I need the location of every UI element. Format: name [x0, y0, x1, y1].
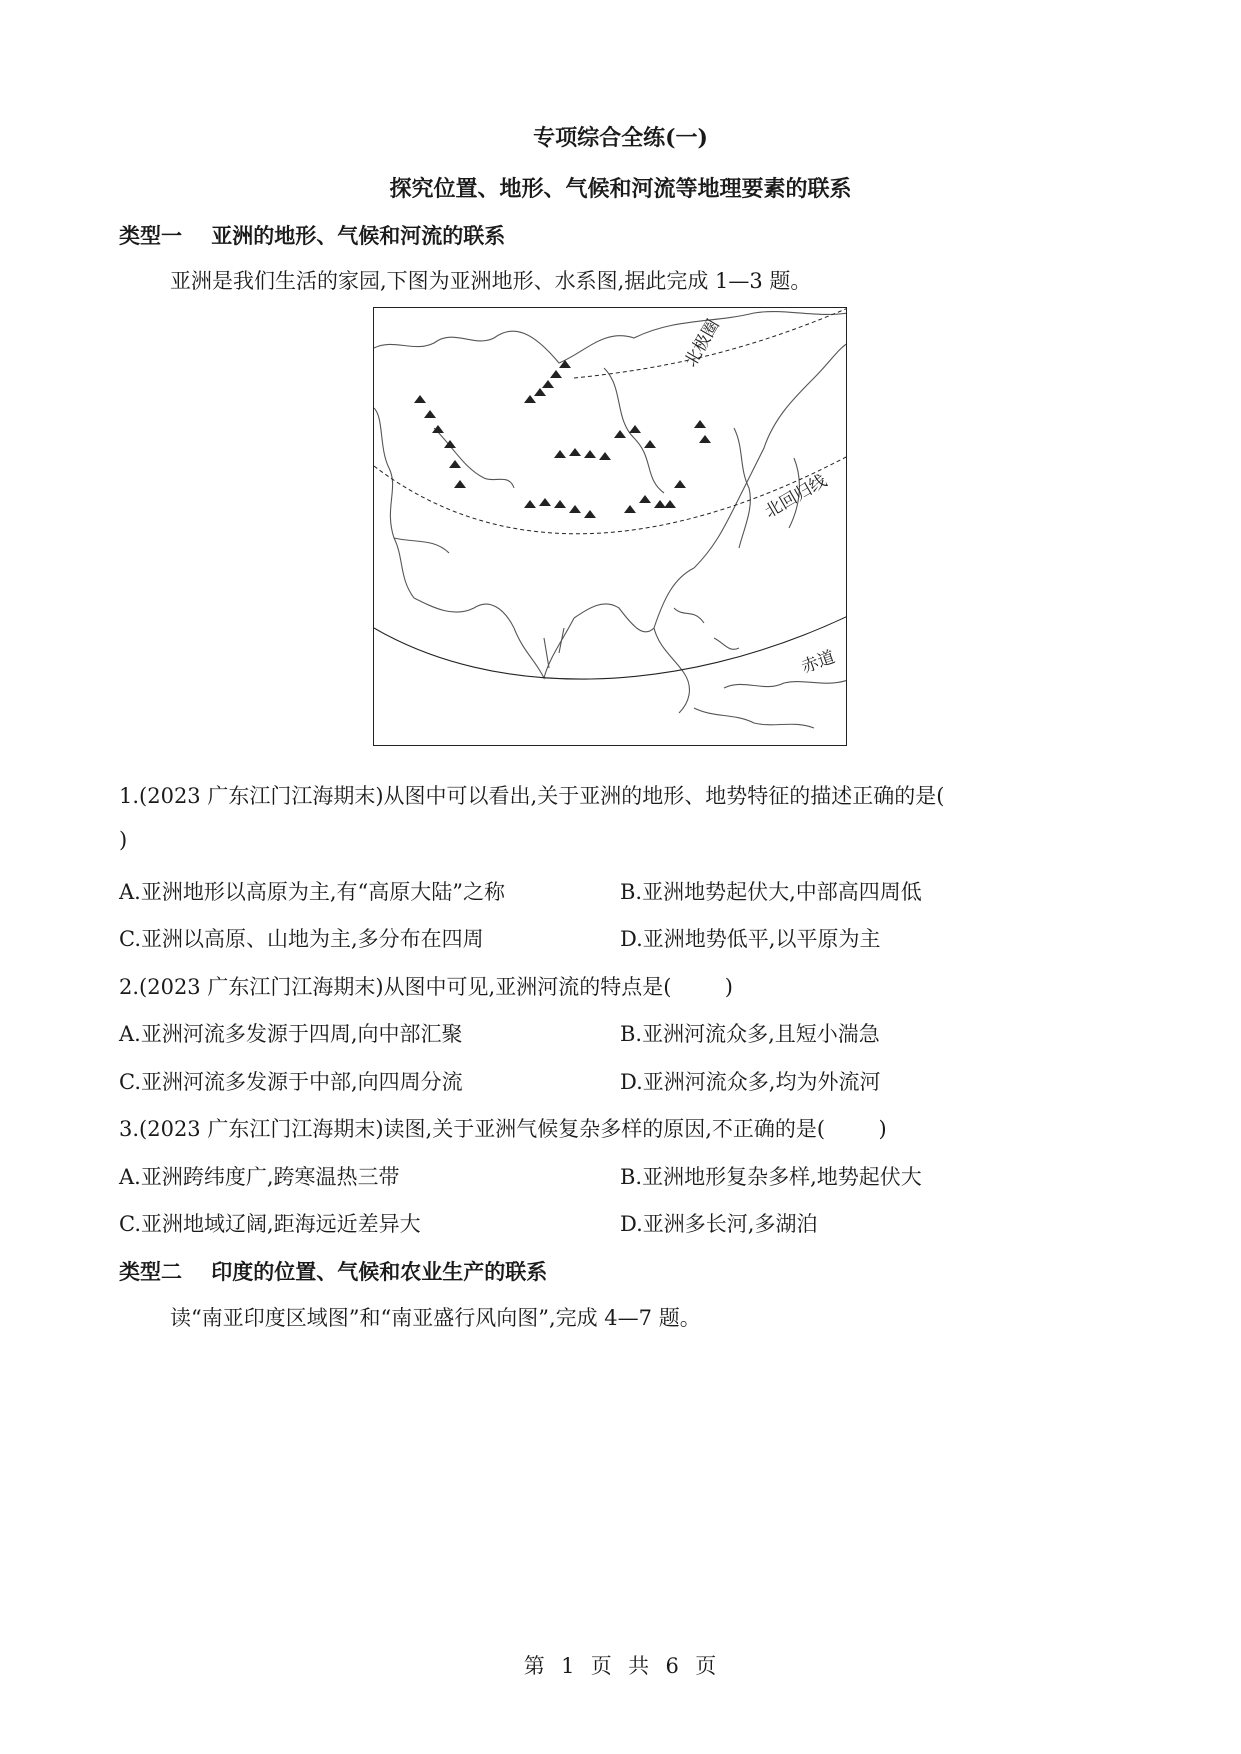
question-2-stem: 2.(2023 广东江门江海期末)从图中可见,亚洲河流的特点是( ) — [119, 975, 734, 999]
question-1-stem: 1.(2023 广东江门江海期末)从图中可以看出,关于亚洲的地形、地势特征的描述正确的是( — [119, 784, 945, 808]
question-1-option-c[interactable]: C.亚洲以高原、山地为主,多分布在四周 — [119, 927, 484, 951]
asia-terrain-map — [373, 307, 847, 746]
question-3-option-a[interactable]: A.亚洲跨纬度广,跨寒温热三带 — [119, 1165, 400, 1189]
question-1-option-b[interactable]: B.亚洲地势起伏大,中部高四周低 — [620, 880, 922, 904]
page-title: 专项综合全练(一) — [533, 125, 708, 151]
question-3-option-c[interactable]: C.亚洲地域辽阔,距海远近差异大 — [119, 1212, 421, 1236]
mountain-symbols — [414, 360, 711, 518]
section-intro-2: 读“南亚印度区域图”和“南亚盛行风向图”,完成 4—7 题。 — [170, 1306, 701, 1330]
section-intro-1: 亚洲是我们生活的家园,下图为亚洲地形、水系图,据此完成 1—3 题。 — [170, 269, 812, 293]
equator-label: 赤道 — [798, 647, 838, 678]
question-1-option-a[interactable]: A.亚洲地形以高原为主,有“高原大陆”之称 — [119, 880, 505, 904]
section-heading-2: 类型二 印度的位置、气候和农业生产的联系 — [119, 1259, 548, 1284]
page-subtitle: 探究位置、地形、气候和河流等地理要素的联系 — [389, 176, 852, 202]
question-2-option-b[interactable]: B.亚洲河流众多,且短小湍急 — [620, 1022, 880, 1046]
arctic-circle-label: 北极圈 — [681, 316, 724, 371]
question-3-option-b[interactable]: B.亚洲地形复杂多样,地势起伏大 — [620, 1165, 922, 1189]
question-3-stem: 3.(2023 广东江门江海期末)读图,关于亚洲气候复杂多样的原因,不正确的是( ) — [119, 1117, 887, 1141]
question-2-option-d[interactable]: D.亚洲河流众多,均为外流河 — [620, 1070, 881, 1094]
question-2-option-c[interactable]: C.亚洲河流多发源于中部,向四周分流 — [119, 1070, 463, 1094]
tropic-of-cancer-label: 北回归线 — [761, 471, 831, 523]
question-1-stem-close: ) — [119, 828, 128, 852]
question-2-option-a[interactable]: A.亚洲河流多发源于四周,向中部汇聚 — [119, 1022, 463, 1046]
section-heading-1: 类型一 亚洲的地形、气候和河流的联系 — [119, 223, 506, 248]
question-1-option-d[interactable]: D.亚洲地势低平,以平原为主 — [620, 927, 881, 951]
question-3-option-d[interactable]: D.亚洲多长河,多湖泊 — [620, 1212, 818, 1236]
page-footer: 第 1 页 共 6 页 — [523, 1654, 718, 1678]
